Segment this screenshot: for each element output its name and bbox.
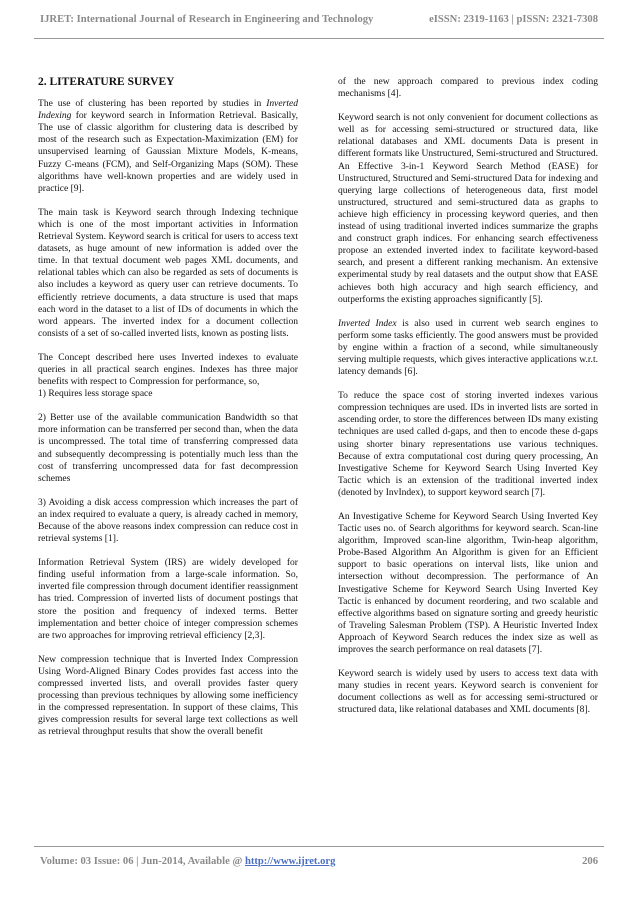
running-footer bbox=[40, 856, 598, 867]
journal-link[interactable]: http://www.ijret.org bbox=[244, 856, 336, 867]
header-rule bbox=[34, 38, 604, 39]
list-item-3: 3) Avoiding a disk access compression which increases the part of an index required to evaluate a query, is already cached in memory, Because of the above reasons index compression can reduce cost in retrieval systems [1]. bbox=[38, 496, 298, 545]
list-item-2: 2) Better use of the available communication Bandwidth so that more information can be transferred per second than, when the data is uncompressed. The total time of transferring compressed data and subsequently decompressing is potentially much less than the cost of transferring uncompressed data for fast decompression schemes bbox=[38, 412, 298, 484]
paragraph-investigative-scheme: An Investigative Scheme for Keyword Search Using Inverted Key Tactic uses no. of Search algorithms for keyword search. Scan-line algorithm, Improved scan-line algorithm, Twin-heap algorithm, Probe-Based Algorithm An Algorithm is given for an Efficient support to basic operations on interval lists, like union and intersection without decompression. The performance of An Investigative Scheme for Keyword Search Using Inverted Key Tactic is enhanced by document reordering, and two scalable and effective algorithms based on signature sorting and greedy heuristic of Traveling Salesman Problem (TSP). A Heuristic Inverted Index Approach of Keyword Search reduces the index size as well as improves the search performance on real datasets [7]. bbox=[338, 511, 598, 656]
issn-numbers: eISSN: 2319-1163 | pISSN: 2321-7308 bbox=[429, 14, 598, 25]
section-heading: 2. LITERATURE SURVEY bbox=[38, 76, 175, 88]
emphasis-inverted-index: Inverted Index bbox=[338, 317, 397, 329]
paragraph-web-search: Inverted Index is also used in current web search engines to perform some tasks efficiently. The good answers must be provided by engine within a fraction of a second, while simultaneously serving multiple requests, which gives interactive applications w.r.t. latency demands [6]. bbox=[338, 317, 598, 378]
journal-name: IJRET: International Journal of Research in Engineering and Technology bbox=[40, 14, 374, 25]
paragraph-clustering: The use of clustering has been reported by studies in Inverted Indexing for keyword search in Information Retrieval. Basically, The use of classic algorithm for clustering data is described by most of the research such as Expectation-Maximization (EM) for unsupervised learning of Gaussian Mixture Models, K-means, Fuzzy C-means (FCM), and Self-Organizing Maps (SOM). These algorithms have well-known properties and are widely used in practice [9]. bbox=[38, 98, 299, 194]
list-item-1: 1) Requires less storage space bbox=[38, 388, 153, 400]
paragraph-ease: Keyword search is not only convenient for document collections as well as for accessing semi-structured or structured data, like relational databases and XML documents Data is present in different formats like Unstructured, Semi-structured and Structured. An Effective 3-in-1 Keyword Search Method (EASE) for Unstructured, Structured and Semi-structured Data for indexing and querying large collections of heterogeneous data, first model unstructured, structured and semi-structured data as graphs to achieve high efficiency in processing keyword queries, and then instead of using traditional inverted indices summarize the graphs and construct graph indices. For enhancing search effectiveness propose an extended inverted index to facilitate keyword-based search, and present a different ranking mechanism. An extensive experimental study by real datasets and the output show that EASE achieves both high accuracy and high search efficiency, and outperforms the existing approaches significantly [5]. bbox=[338, 112, 598, 305]
paragraph-keyword-widely-used: Keyword search is widely used by users to access text data with many studies in recent years. Keyword search is convenient for document collections as well as for accessing semi-structured or structured data, like relational databases and XML documents [8]. bbox=[338, 668, 598, 716]
running-header bbox=[40, 14, 598, 25]
paragraph-compression-intro: The Concept described here uses Inverted indexes to evaluate queries in all practical search engines. Indexes has three major benefits with respect to Compression for performance, so, bbox=[38, 351, 298, 388]
emphasis-inverted-indexing: Inverted Indexing bbox=[38, 98, 298, 122]
paragraph-continuation: of the new approach compared to previous index coding mechanisms [4]. bbox=[338, 76, 598, 100]
footer-volume: Volume: 03 Issue: 06 | Jun-2014, Available @ http://www.ijret.org bbox=[40, 856, 336, 867]
page-number: 206 bbox=[582, 856, 598, 867]
paragraph-space-cost: To reduce the space cost of storing inverted indexes various compression techniques are used. IDs in inverted lists are sorted in ascending order, to store the differences between IDs many existing techniques are used called d-gaps, and then to encode these d-gaps using shorter binary representations use various techniques. Because of extra computational cost during query processing, An Investigative Scheme for Keyword Search Using Inverted Key Tactic which is an extension of the traditional inverted index (denoted by InvIndex), to support keyword search [7]. bbox=[338, 390, 598, 498]
right-column bbox=[338, 76, 598, 729]
paragraph-keyword-search: The main task is Keyword search through Indexing technique which is one of the most important activities in Information Retrieval System. Keyword search is critical for users to access text datasets, as huge amount of new information is added over the time. In that textual document web pages XML documents, and relational tables which can also be regarded as sets of documents is also includes a keyword as query user can retrieve documents. To efficiently retrieve documents, a data structure is used that maps each word in the dataset to a list of IDs of documents in which the word appears. The inverted index for a document collection consists of a set of so-called inverted lists, known as posting lists. bbox=[38, 206, 298, 339]
paragraph-new-compression: New compression technique that is Inverted Index Compression Using Word-Aligned Binary Codes provides fast access into the compressed inverted lists, and overall provides faster query processing than previous techniques by allowing some inefficiency in the compressed representation. In support of these claims, This gives compression results for several large text collections as well as retrieval throughput results that show the overall benefit bbox=[38, 653, 298, 738]
footer-rule bbox=[34, 846, 604, 847]
paragraph-irs: Information Retrieval System (IRS) are widely developed for finding useful information from a large-scale information. So, inverted file compression through document identifier reassignment has tried. Compression of inverted lists of document postings that store the position and frequency of indexed terms. Better implementation and better choice of integer compression schemes are two approaches for improving retrieval efficiency [2,3]. bbox=[38, 557, 298, 641]
left-column bbox=[38, 76, 298, 751]
